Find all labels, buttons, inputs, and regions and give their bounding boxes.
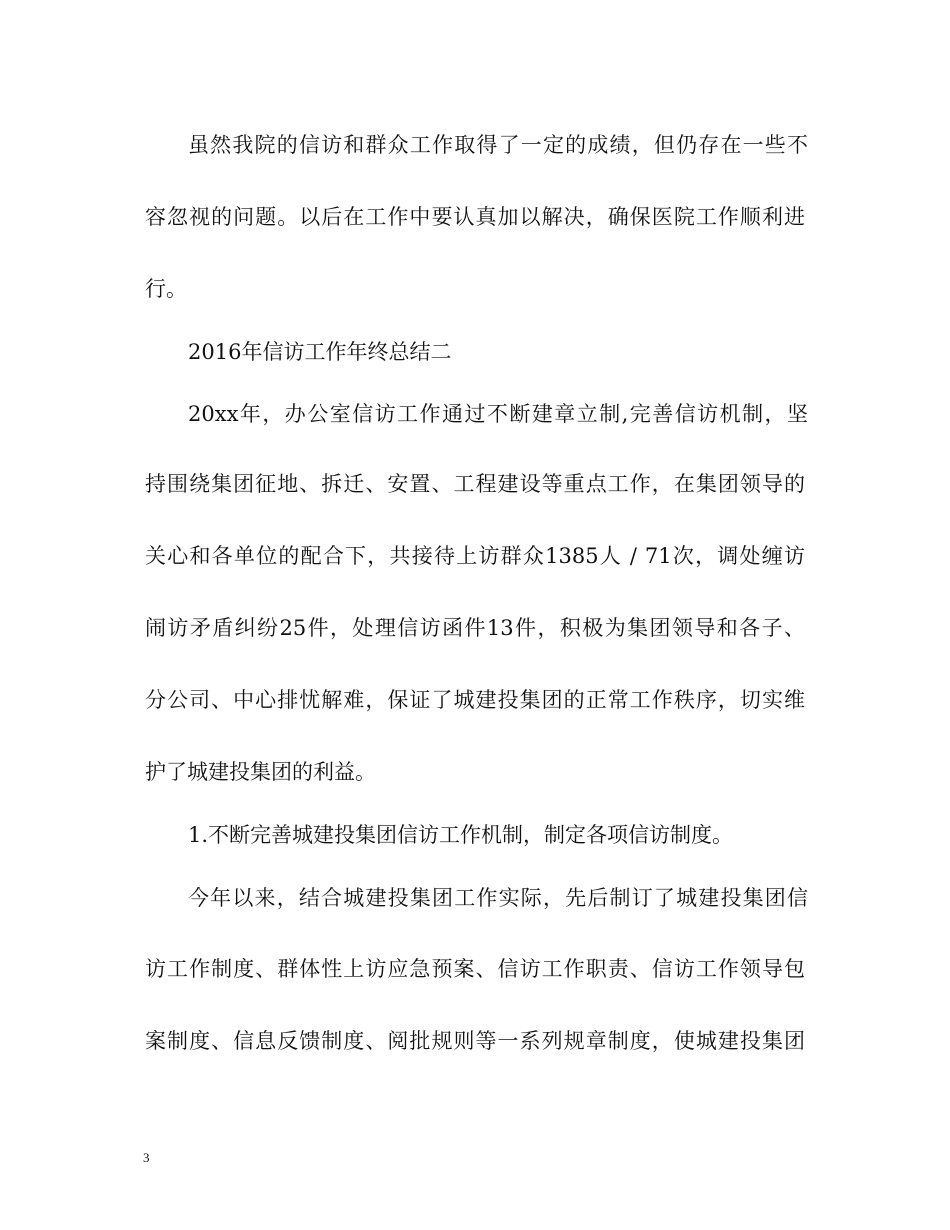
paragraph-line: 案制度、信息反馈制度、阅批规则等一系列规章制度，使城建投集团 bbox=[145, 1029, 805, 1053]
paragraph-line: 容忽视的问题。以后在工作中要认真加以解决，确保医院工作顺利进 bbox=[145, 205, 805, 229]
paragraph-line: 闹访矛盾纠纷25件，处理信访函件13件，积极为集团领导和各子、 bbox=[145, 616, 805, 640]
paragraph-line: 今年以来，结合城建投集团工作实际，先后制订了城建投集团信 bbox=[188, 886, 808, 910]
page-number: 3 bbox=[143, 1150, 150, 1165]
paragraph-line: 分公司、中心排忧解难，保证了城建投集团的正常工作秩序，切实维 bbox=[145, 688, 805, 712]
paragraph-line: 访工作制度、群体性上访应急预案、信访工作职责、信访工作领导包 bbox=[145, 957, 805, 981]
paragraph-line: 关心和各单位的配合下，共接待上访群众1385人 / 71次，调处缠访 bbox=[145, 544, 805, 568]
paragraph-line: 20xx年，办公室信访工作通过不断建章立制,完善信访机制，坚 bbox=[188, 402, 808, 426]
paragraph-line: 持围绕集团征地、拆迁、安置、工程建设等重点工作，在集团领导的 bbox=[145, 472, 805, 496]
numbered-heading: 1.不断完善城建投集团信访工作机制，制定各项信访制度。 bbox=[188, 823, 734, 847]
paragraph-line: 虽然我院的信访和群众工作取得了一定的成绩，但仍存在一些不 bbox=[188, 133, 808, 157]
paragraph-line: 行。 bbox=[145, 277, 187, 301]
section-heading: 2016年信访工作年终总结二 bbox=[188, 340, 452, 364]
paragraph-line: 护了城建投集团的利益。 bbox=[145, 760, 376, 784]
